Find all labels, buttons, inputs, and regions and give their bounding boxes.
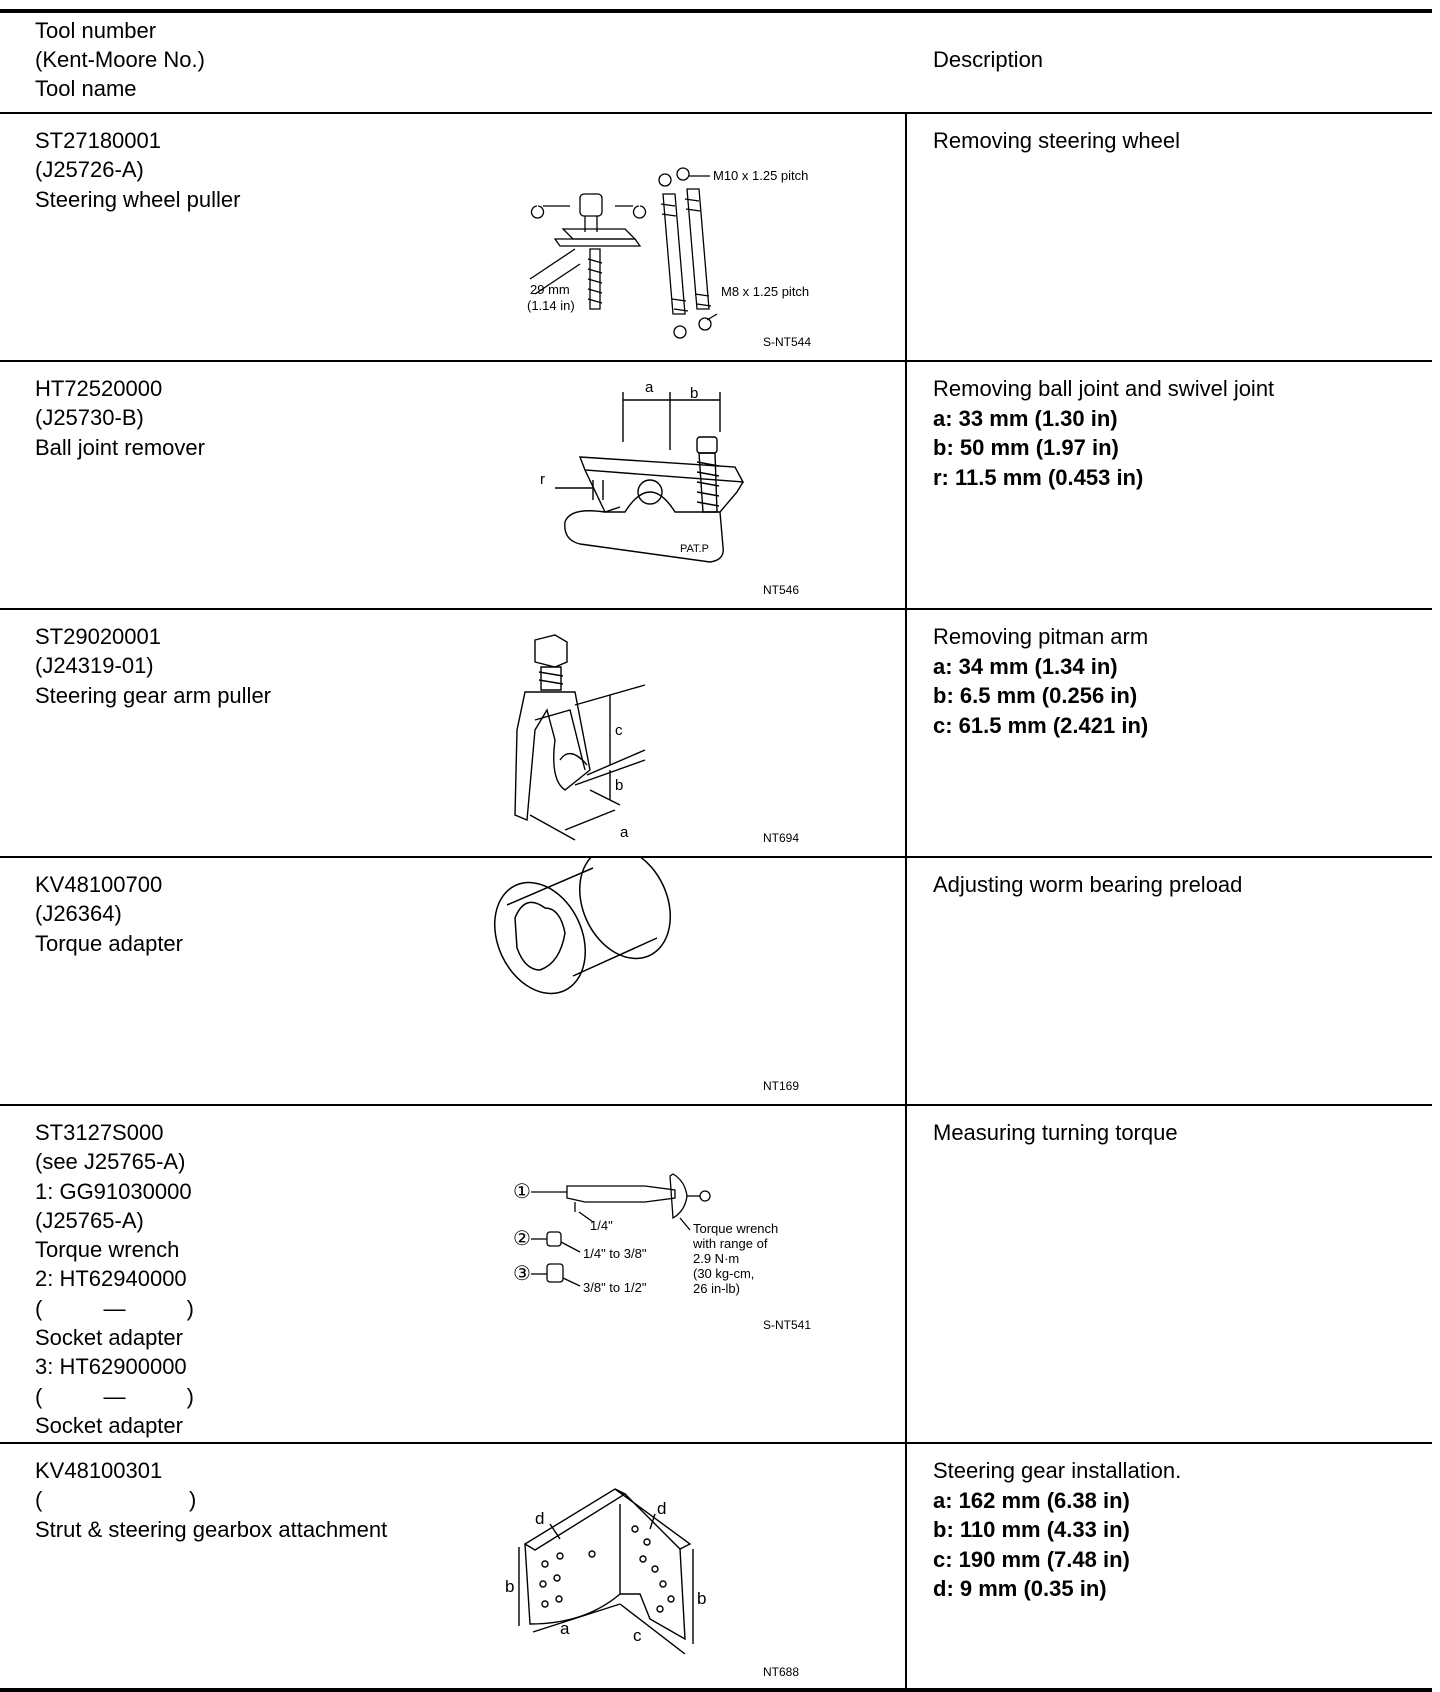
description-text: Removing ball joint and swivel joint (933, 376, 1275, 401)
figure-code: NT688 (763, 1665, 800, 1679)
kent-moore-number: (J24319-01) (35, 653, 154, 679)
gearbox-attachment-illustration (475, 1444, 895, 1688)
component-1-number: 1: GG91030000 (35, 1178, 192, 1204)
dim-b-label: b (615, 777, 624, 794)
tool-number: HT72520000 (35, 376, 163, 401)
dim-a-label: a (620, 824, 629, 841)
tool-number: ST27180001 (35, 128, 161, 153)
dim-label-in: (1.14 in) (527, 298, 575, 313)
dim-d-left-label: d (535, 1509, 545, 1528)
dim-label-mm: 29 mm (530, 282, 570, 297)
description (933, 374, 1274, 492)
table-row (0, 858, 1432, 1104)
kent-moore-number: (see J25765-A) (35, 1149, 186, 1175)
tool-number: KV48100700 (35, 872, 163, 897)
figure-code: S-NT541 (763, 1318, 812, 1332)
dim-b-right-label: b (697, 1589, 707, 1608)
table-bottom-rule (0, 1688, 1432, 1692)
description-text: Removing pitman arm (933, 624, 1149, 649)
component-3-number: 3: HT62900000 (35, 1354, 187, 1380)
wrench-note-1: Torque wrench (693, 1221, 779, 1236)
kent-moore-number: (J26364) (35, 901, 122, 927)
kent-moore-number: ( ) (35, 1487, 197, 1513)
table-row (0, 1106, 1432, 1442)
steering-wheel-puller-illustration (475, 114, 895, 360)
component-2-name: Socket adapter (35, 1325, 183, 1351)
dim-r-label: r (540, 471, 545, 488)
dimension-d: d: 9 mm (0.35 in) (933, 1576, 1107, 1601)
table-row (0, 1444, 1432, 1688)
dim-c-label: c (633, 1626, 642, 1645)
component-3-name: Socket adapter (35, 1412, 183, 1438)
adapter-2-range: 1/4" to 3/8" (583, 1246, 647, 1261)
dim-d-right-label: d (657, 1499, 667, 1518)
figure-code: NT694 (763, 831, 800, 845)
table-row (0, 114, 1432, 360)
wrench-note-2: with range of (693, 1236, 768, 1251)
patent-mark: PAT.P (680, 543, 709, 555)
drive-size-label: 1/4" (590, 1218, 613, 1233)
dimension-b: b: 110 mm (4.33 in) (933, 1517, 1130, 1542)
tool-number: ST29020001 (35, 624, 161, 649)
tool-info (35, 126, 240, 214)
tool-name: Strut & steering gearbox attachment (35, 1516, 388, 1542)
gear-arm-puller-illustration (475, 610, 895, 856)
wrench-note-5: 26 in-lb) (693, 1281, 740, 1296)
figure-code: NT546 (763, 583, 800, 597)
tool-info (35, 374, 205, 462)
callout-3: ③ (513, 1263, 531, 1285)
kent-moore-number: (J25726-A) (35, 157, 144, 183)
torque-adapter-illustration (475, 858, 895, 1104)
description-text: Removing steering wheel (933, 128, 1181, 153)
dim-b-left-label: b (505, 1577, 515, 1596)
dimension-c: c: 190 mm (7.48 in) (933, 1546, 1130, 1572)
component-2-kent-moore: ( — ) (35, 1295, 194, 1321)
component-3-kent-moore: ( — ) (35, 1383, 194, 1409)
table-row (0, 610, 1432, 856)
torque-wrench-illustration (475, 1106, 895, 1442)
table-row (0, 362, 1432, 608)
figure-code: S-NT544 (763, 335, 812, 349)
m10-pitch-label: M10 x 1.25 pitch (713, 168, 809, 183)
tool-name: Torque adapter (35, 930, 183, 956)
tool-info (35, 870, 183, 958)
dimension-r: r: 11.5 mm (0.453 in) (933, 464, 1144, 490)
tool-info (35, 622, 271, 710)
wrench-note-3: 2.9 N·m (693, 1251, 740, 1266)
component-2-number: 2: HT62940000 (35, 1266, 187, 1292)
dimension-b: b: 50 mm (1.97 in) (933, 435, 1119, 460)
description (933, 1456, 1181, 1604)
adapter-3-range: 3/8" to 1/2" (583, 1280, 647, 1295)
description-text: Adjusting worm bearing preload (933, 872, 1243, 897)
figure-code: NT169 (763, 1079, 800, 1093)
tool-name: Ball joint remover (35, 434, 205, 460)
dimension-a: a: 34 mm (1.34 in) (933, 653, 1118, 679)
header-tool-column (35, 16, 205, 103)
description-text: Measuring turning torque (933, 1120, 1178, 1145)
kent-moore-number: (J25730-B) (35, 405, 144, 431)
tool-number: ST3127S000 (35, 1120, 164, 1145)
description (933, 622, 1148, 740)
tool-info (35, 1118, 194, 1440)
ball-joint-remover-illustration (475, 362, 895, 608)
dim-a-label: a (645, 379, 654, 396)
description-text: Steering gear installation. (933, 1458, 1182, 1483)
header-description: Description (933, 47, 1044, 72)
wrench-note-4: (30 kg-cm, (693, 1266, 755, 1281)
header-kent-moore: (Kent-Moore No.) (35, 47, 205, 72)
tool-info (35, 1456, 387, 1544)
tool-name: Steering gear arm puller (35, 682, 272, 708)
tool-number: KV48100301 (35, 1458, 163, 1483)
component-1-kent-moore: (J25765-A) (35, 1207, 144, 1233)
m8-pitch-label: M8 x 1.25 pitch (721, 284, 810, 299)
header-tool-name: Tool name (35, 76, 137, 101)
header-tool-number: Tool number (35, 18, 157, 43)
dim-c-label: c (615, 722, 623, 739)
dimension-a: a: 162 mm (6.38 in) (933, 1487, 1130, 1513)
description (933, 126, 1180, 156)
dimension-b: b: 6.5 mm (0.256 in) (933, 683, 1138, 708)
dim-b-label: b (690, 385, 699, 402)
table-top-rule (0, 9, 1432, 13)
callout-2: ② (513, 1228, 531, 1250)
callout-1: ① (513, 1181, 531, 1203)
dimension-a: a: 33 mm (1.30 in) (933, 405, 1118, 431)
description (933, 870, 1242, 900)
component-1-name: Torque wrench (35, 1237, 180, 1263)
dim-a-label: a (560, 1619, 570, 1638)
tool-name: Steering wheel puller (35, 186, 241, 212)
dimension-c: c: 61.5 mm (2.421 in) (933, 712, 1149, 738)
description (933, 1118, 1178, 1148)
